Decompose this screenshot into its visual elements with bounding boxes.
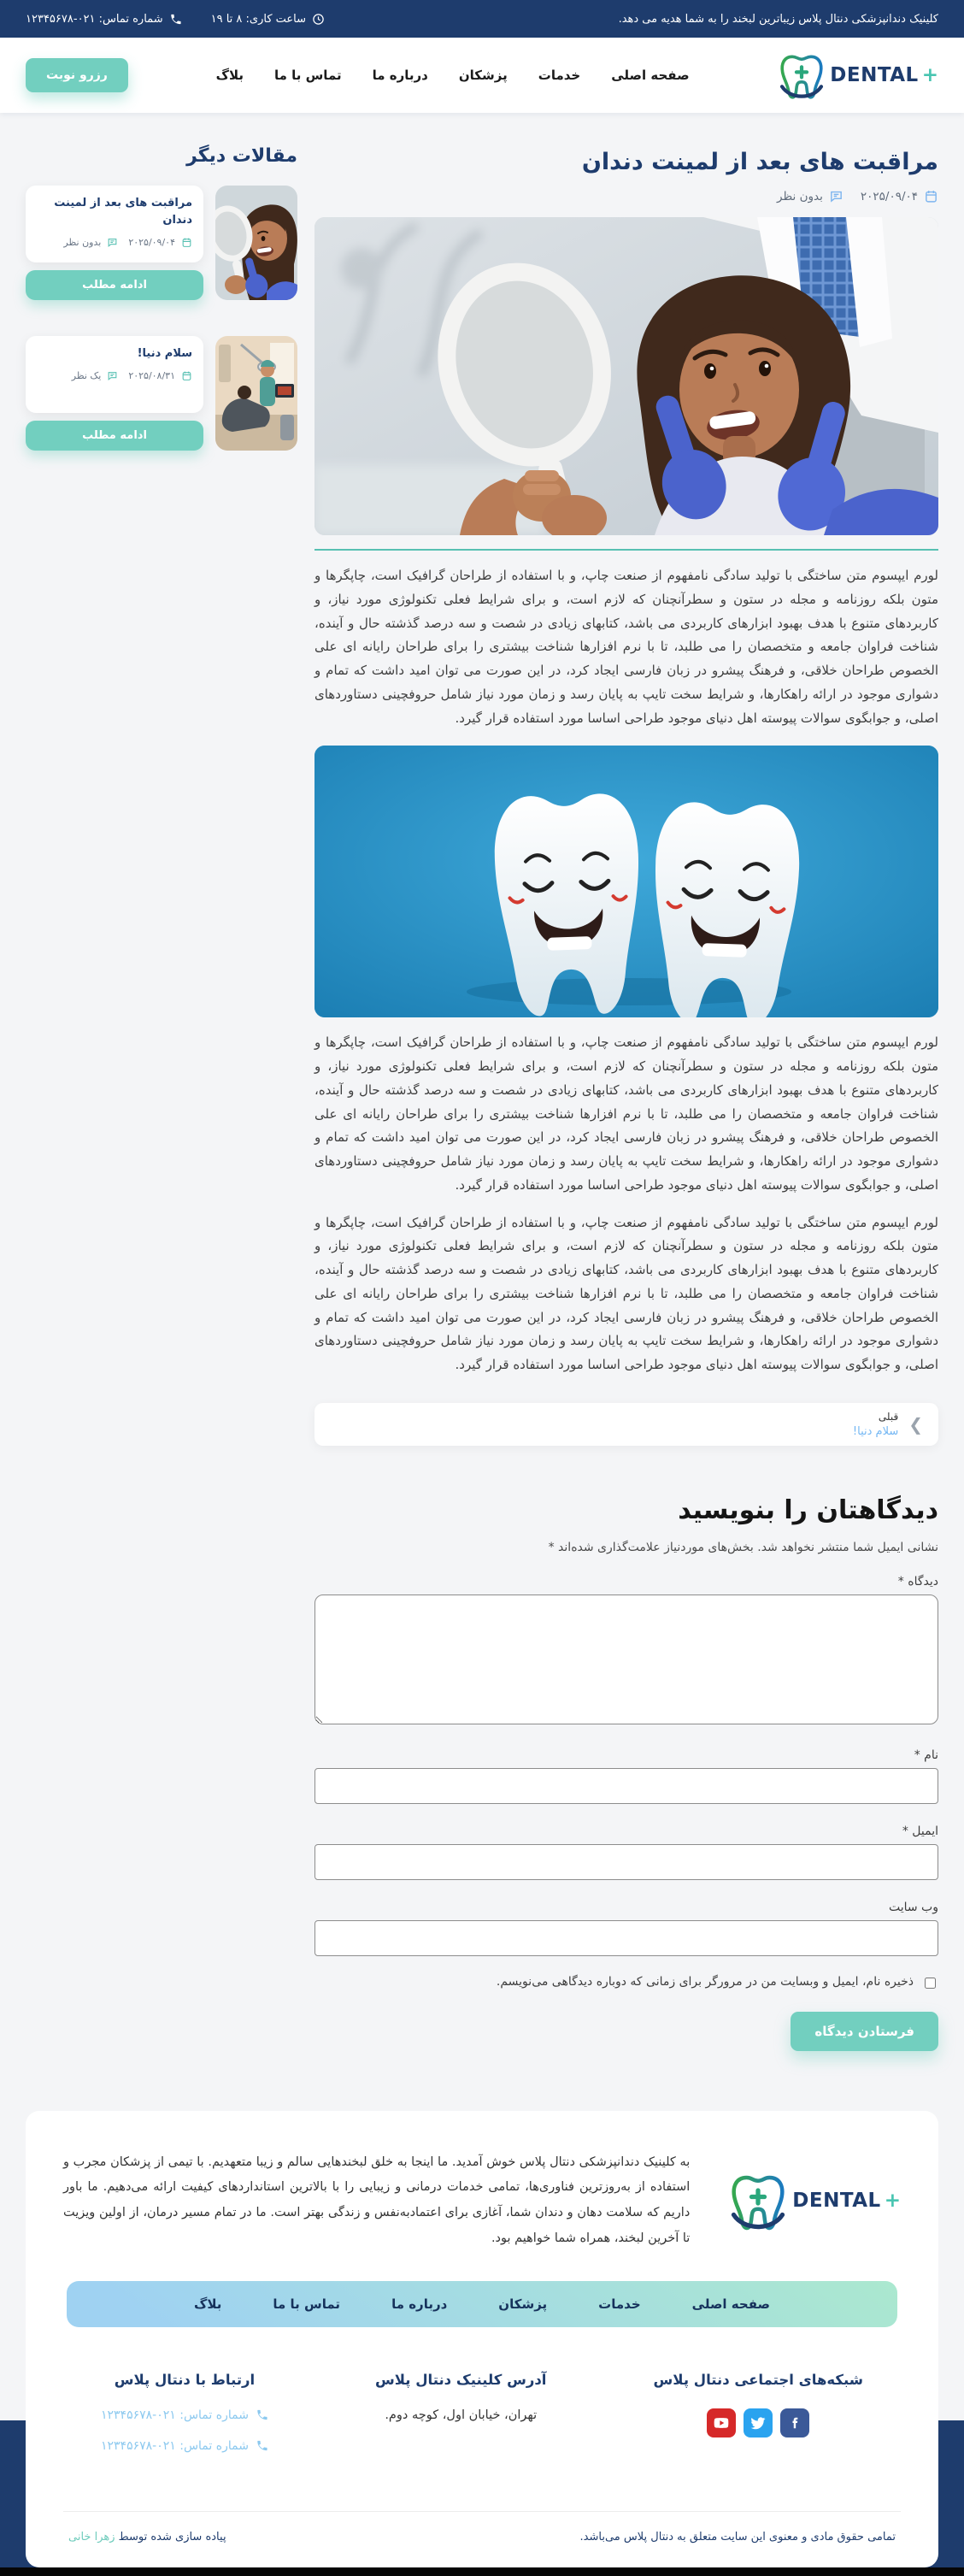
credit-author-link[interactable]: زهرا خانی [68, 2530, 115, 2544]
twitter-icon[interactable] [744, 2408, 773, 2437]
address-text: تهران، خیابان اول، کوچه دوم. [385, 2408, 538, 2422]
comment-icon [107, 370, 118, 381]
comment-form-note: نشانی ایمیل شما منتشر نخواهد شد. بخش‌های موردنیاز علامت‌گذاری شده‌اند * [548, 1540, 938, 1554]
footer-address-column [375, 2372, 546, 2470]
working-hours-label: ساعت کاری: ۸ تا ۱۹ [210, 12, 307, 26]
topbar [0, 0, 964, 38]
footer-nav-about[interactable]: درباره ما [391, 2296, 448, 2312]
footer-phone-link[interactable]: شماره تماس: ۰۲۱-۱۲۳۴۵۶۷۸ [101, 2439, 268, 2453]
footer-nav-services[interactable]: خدمات [598, 2296, 641, 2312]
logo-plus: + [921, 64, 938, 86]
chevron-right-icon: ❯ [908, 1413, 923, 1435]
sidebar-post-title: مراقبت های بعد از لمینت دندان [54, 197, 192, 227]
article-paragraph-1: لورم ایپسوم متن ساختگی با تولید سادگی نامفهوم از صنعت چاپ، و با استفاده از طراحان گرافیک است، چاپگرها و متون بلکه روزنامه و مجله در ستون و سطرآنچنان که لازم است، و برای شرایط فعلی تکنولوژی مورد نیاز، و کاربردهای متنوع با هدف بهبود ابزارهای کاربردی می باشد، کتابهای زیادی در شصت و سه درصد گذشته حال و آینده، شناخت فراوان جامعه و متخصصان را می طلبد، تا با نرم افزارها شناخت بیشتری را برای طراحان رایانه ای علی الخصوص طراحان خلاقی، و فرهنگ پیشرو در زبان فارسی ایجاد کرد، در این صورت می توان امید داشت که تمام و دشواری موجود در ارائه راهکارها، و شرایط سخت تایپ به پایان رسد و زمان مورد نیاز شامل حروفچینی دستاوردهای اصلی، و جوابگوی سوالات پیوسته اهل دنیای موجود طراحی اساسا مورد استفاده قرار گیرد. [314, 568, 938, 726]
article-comments-label: بدون نظر [777, 189, 823, 203]
name-input[interactable] [314, 1768, 938, 1804]
submit-comment-button[interactable]: فرستادن دیدگاه [791, 2012, 938, 2051]
sidebar-post-info [26, 186, 203, 262]
youtube-icon[interactable] [707, 2408, 736, 2437]
phone-icon [256, 2408, 268, 2421]
site-logo[interactable] [777, 50, 938, 100]
calendar-icon [181, 370, 192, 381]
comment-icon [107, 237, 118, 248]
comment-form-section [314, 1495, 938, 2051]
save-info-label: ذخیره نام، ایمیل و وبسایت من در مرورگر برای زمانی که دوباره دیدگاهی می‌نویسم. [496, 1974, 914, 1989]
footer-nav-home[interactable]: صفحه اصلی [691, 2296, 770, 2312]
footer-about-text: به کلینیک دندانپزشکی دنتال پلاس خوش آمدید. ما اینجا به خلق لبخندهایی سالم و زیبا متعهدیم. با تیمی از پزشکان مجرب و استفاده از به‌روزترین فناوری‌ها، تمامی خدمات درمانی و زیبایی را با بالاترین استانداردهای کیفیت ارائه می‌دهیم. ما باور داریم که سلامت دهان و دندان شما، آغازی برای اعتمادبه‌نفس و زندگی بهتر است. ما در تمام مسیر درمان، از اولین ویزیت تا آخرین لبخند، همراه شما خواهیم بود. [63, 2155, 691, 2245]
facebook-icon[interactable] [780, 2408, 809, 2437]
article-date [861, 189, 938, 203]
tooth-logo-icon [777, 50, 826, 100]
sidebar-post-card [26, 336, 297, 451]
read-more-button[interactable]: ادامه مطلب [26, 270, 203, 300]
contact-heading: ارتباط با دنتال پلاس [114, 2371, 256, 2388]
sidebar-post-thumbnail[interactable] [215, 186, 297, 300]
calendar-icon [924, 189, 938, 203]
footer-nav-contact[interactable]: تماس با ما [273, 2296, 341, 2312]
website-field-label: وب‌ سایت [888, 1900, 938, 1914]
footer-nav-doctors[interactable]: پزشکان [498, 2296, 548, 2312]
email-field-label: ایمیل * [902, 1824, 938, 1838]
topbar-slogan: کلینیک دندانپزشکی دنتال پلاس زیباترین لبخند را به شما هدیه می دهد. [618, 12, 938, 26]
comment-form-heading: دیدگاهتان را بنویسید [678, 1494, 938, 1525]
sidebar-post-thumbnail[interactable] [215, 336, 297, 451]
read-more-button[interactable]: ادامه مطلب [26, 421, 203, 451]
article-comments [777, 189, 844, 203]
sidebar-heading: مقالات دیگر [186, 145, 297, 167]
address-heading: آدرس کلینیک دنتال پلاس [375, 2371, 547, 2388]
footer-phone-link[interactable]: شماره تماس: ۰۲۱-۱۲۳۴۵۶۷۸ [101, 2408, 268, 2422]
nav-item-services[interactable]: خدمات [538, 68, 581, 83]
working-hours [211, 13, 325, 26]
sidebar-post-comments: بدون نظر [63, 237, 118, 248]
footer-nav [67, 2281, 897, 2327]
footer-contact-column [101, 2372, 268, 2470]
name-field-label: نام * [914, 1748, 938, 1762]
comment-icon [829, 189, 844, 203]
logo-text: DENTAL [792, 2190, 881, 2213]
phone-icon [169, 13, 182, 26]
article-hero-image [314, 217, 938, 535]
previous-label: قبلی [878, 1410, 899, 1423]
sidebar-post-card [26, 186, 297, 300]
footer [0, 2111, 964, 2567]
email-input[interactable] [314, 1844, 938, 1880]
site-header [0, 38, 964, 113]
previous-post-nav[interactable] [314, 1403, 938, 1446]
article-title: مراقبت های بعد از لمینت دندان [581, 149, 938, 175]
hero-photo-illustration [314, 217, 938, 535]
footer-logo[interactable] [727, 2170, 901, 2231]
sidebar-post-date: ۲۰۲۵/۰۹/۰۴ [128, 237, 192, 248]
reserve-appointment-button[interactable]: رزرو نوبت [26, 58, 128, 92]
nav-item-contact[interactable]: تماس با ما [273, 68, 342, 83]
article-paragraph-3: لورم ایپسوم متن ساختگی با تولید سادگی نامفهوم از صنعت چاپ، و با استفاده از طراحان گرافیک است، چاپگرها و متون بلکه روزنامه و مجله در ستون و سطرآنچنان که لازم است، و برای شرایط فعلی تکنولوژی مورد نیاز، و کاربردهای متنوع با هدف بهبود ابزارهای کاربردی می باشد، کتابهای زیادی در شصت و سه درصد گذشته حال و آینده، شناخت فراوان جامعه و متخصصان را می طلبد، تا با نرم افزارها شناخت بیشتری را برای طراحان رایانه ای علی الخصوص طراحان خلاقی، و فرهنگ پیشرو در زبان فارسی ایجاد کرد، در این صورت می توان امید داشت که تمام و دشواری موجود در ارائه راهکارها، و شرایط سخت تایپ به پایان رسد و زمان مورد نیاز شامل حروفچینی دستاوردهای اصلی، و جوابگوی سوالات پیوسته اهل دنیای موجود طراحی اساسا مورد استفاده قرار گیرد. [314, 1214, 938, 1372]
copyright-text: تمامی حقوق مادی و معنوی این سایت متعلق به دنتال پلاس می‌باشد. [579, 2530, 896, 2544]
logo-plus: + [884, 2190, 901, 2213]
save-info-checkbox-row[interactable] [314, 1975, 938, 1991]
thumbnail-patient-mirror [215, 186, 297, 300]
sidebar-post-info [26, 336, 203, 413]
tooth-logo-icon [727, 2170, 789, 2231]
comment-field-label: دیدگاه * [897, 1574, 938, 1589]
article-column [314, 144, 938, 2051]
nav-item-doctors[interactable]: پزشکان [458, 68, 508, 83]
website-input[interactable] [314, 1920, 938, 1956]
save-info-checkbox[interactable] [925, 1978, 936, 1989]
topbar-phone [26, 13, 182, 26]
clock-icon [312, 13, 325, 26]
calendar-icon [181, 237, 192, 248]
article-paragraph-2: لورم ایپسوم متن ساختگی با تولید سادگی نامفهوم از صنعت چاپ، و با استفاده از طراحان گرافیک است، چاپگرها و متون بلکه روزنامه و مجله در ستون و سطرآنچنان که لازم است، و برای شرایط فعلی تکنولوژی مورد نیاز، و کاربردهای متنوع با هدف بهبود ابزارهای کاربردی می باشد، کتابهای زیادی در شصت و سه درصد گذشته حال و آینده، شناخت فراوان جامعه و متخصصان را می طلبد، تا با نرم افزارها شناخت بیشتری را برای طراحان رایانه ای علی الخصوص طراحان خلاقی، و فرهنگ پیشرو در زبان فارسی ایجاد کرد، در این صورت می توان امید داشت که تمام و دشواری موجود در ارائه راهکارها، و شرایط سخت تایپ به پایان رسد و زمان مورد نیاز شامل حروفچینی دستاوردهای اصلی، و جوابگوی سوالات پیوسته اهل دنیای موجود طراحی اساسا مورد استفاده قرار گیرد. [314, 1035, 938, 1193]
logo-text: DENTAL [830, 64, 919, 86]
footer-social-column [654, 2372, 863, 2470]
article-inline-image-teeth [314, 746, 938, 1017]
nav-item-home[interactable]: صفحه اصلی [611, 68, 690, 83]
sidebar-post-date: ۲۰۲۵/۰۸/۳۱ [128, 370, 192, 381]
teal-divider [314, 549, 938, 551]
previous-post-link[interactable]: سلام دنیا! [852, 1424, 899, 1438]
article-date-label: ۲۰۲۵/۰۹/۰۴ [860, 189, 918, 203]
social-heading: شبکه‌های اجتماعی دنتال پلاس [653, 2371, 863, 2388]
thumbnail-dental-office [215, 336, 297, 451]
nav-item-blog[interactable]: بلاگ [215, 68, 244, 83]
topbar-phone-label: شماره تماس: ۰۲۱-۱۲۳۴۵۶۷۸ [26, 12, 163, 26]
main-nav [216, 68, 690, 83]
phone-icon [256, 2439, 268, 2452]
footer-nav-blog[interactable]: بلاگ [194, 2296, 222, 2312]
sidebar-post-comments: یک نظر [72, 370, 119, 381]
article-meta [314, 189, 938, 203]
page-end-bar [0, 2567, 964, 2576]
nav-item-about[interactable]: درباره ما [372, 68, 428, 83]
sidebar [26, 144, 297, 486]
credit-text: پیاده سازی شده توسط زهرا خانی [68, 2530, 226, 2544]
sidebar-post-title: سلام دنیا! [137, 347, 192, 360]
teeth-photo-illustration [314, 746, 938, 1017]
comment-textarea[interactable] [314, 1595, 938, 1724]
